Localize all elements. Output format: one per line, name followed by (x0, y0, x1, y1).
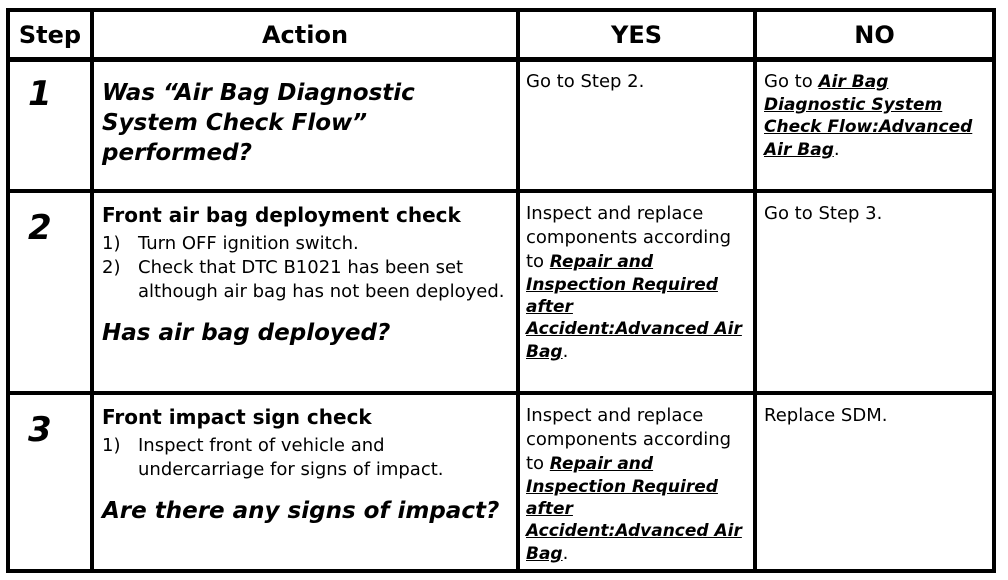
action-steps (102, 232, 512, 304)
no-text: Go to Step 3. (764, 203, 883, 224)
row-divider (10, 391, 992, 395)
header-step: Step (18, 20, 82, 49)
repair-inspection-link[interactable]: Repair and Inspection Required after Accident:Advanced Air Bag (526, 252, 742, 362)
action-question: Are there any signs of impact? (102, 498, 500, 524)
action-title: Front impact sign check (102, 405, 372, 429)
list-item: 2) Check that DTC B1021 has been set although air bag has not been deployed. (102, 257, 505, 302)
yes-cell (526, 202, 748, 364)
column-divider (753, 12, 757, 569)
yes-cell (526, 404, 748, 566)
action-cell (102, 78, 512, 168)
no-text: Go to (764, 71, 819, 92)
yes-suffix: . (562, 341, 569, 362)
repair-inspection-link[interactable]: Repair and Inspection Required after Accident:Advanced Air Bag (526, 454, 742, 564)
yes-text: Inspect and replace components according to (526, 405, 732, 474)
list-item: 1) Turn OFF ignition switch. (102, 233, 359, 254)
list-item: 1) Inspect front of vehicle and undercarriage for signs of impact. (102, 435, 444, 480)
column-divider (516, 12, 520, 569)
no-suffix: . (833, 139, 840, 160)
header-action: Action (261, 20, 349, 49)
step-number: 1 (28, 74, 52, 114)
no-cell (764, 70, 988, 162)
row-divider (10, 189, 992, 193)
yes-text: Go to Step 2. (526, 71, 645, 92)
action-steps (102, 434, 512, 482)
header-no: NO (854, 20, 895, 49)
header-yes: YES (610, 20, 663, 49)
header-divider (10, 57, 992, 62)
action-cell (102, 404, 512, 526)
step-number: 3 (28, 410, 52, 450)
action-cell (102, 202, 512, 348)
yes-text: Inspect and replace components according to (526, 203, 732, 272)
column-divider (90, 12, 94, 569)
yes-suffix: . (562, 543, 569, 564)
air-bag-diagnostic-link[interactable]: Air Bag Diagnostic System Check Flow:Advanced Air Bag (764, 72, 973, 160)
step-number: 2 (28, 208, 52, 248)
no-text: Replace SDM. (764, 405, 888, 426)
diagnostic-table (6, 8, 996, 573)
action-question: Was “Air Bag Diagnostic System Check Flow” performed? (102, 80, 415, 166)
action-question: Has air bag deployed? (102, 320, 391, 346)
action-title: Front air bag deployment check (102, 203, 461, 227)
